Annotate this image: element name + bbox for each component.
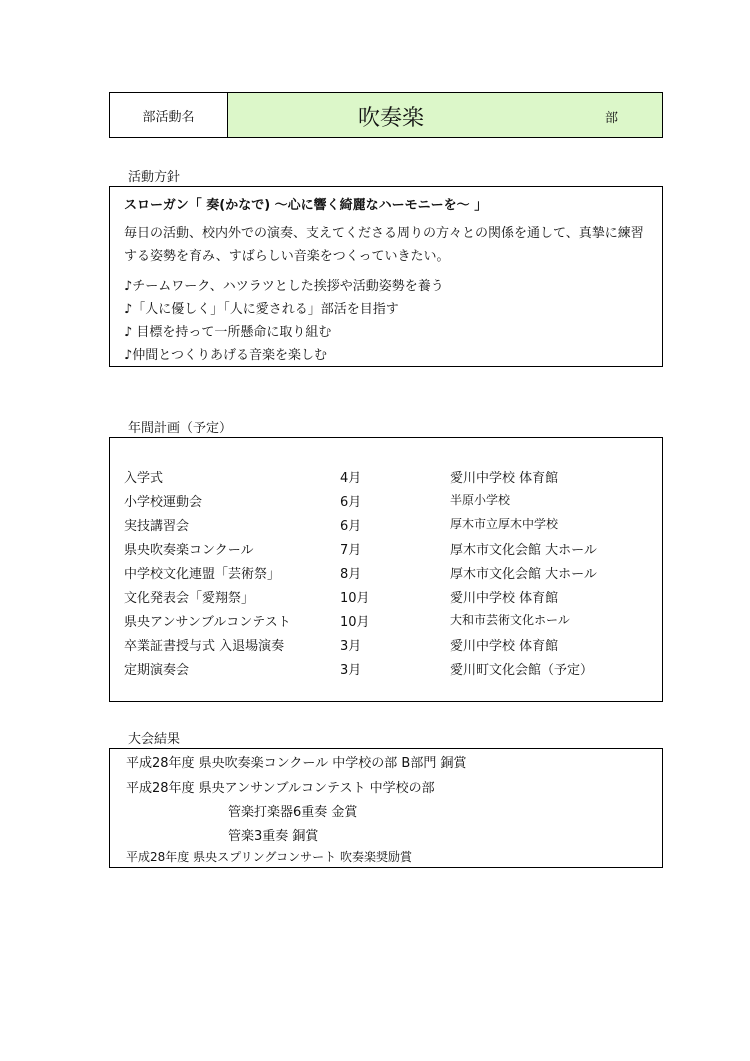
plan-event: 卒業証書授与式 入退場演奏 <box>124 639 285 654</box>
plan-row <box>124 491 654 511</box>
plan-place: 厚木市文化会館 大ホール <box>450 543 597 558</box>
result-line: 平成28年度 県央アンサンブルコンテスト 中学校の部 <box>126 781 435 796</box>
plan-month: 7月 <box>340 543 362 558</box>
goal-item: ♪仲間とつくりあげる音楽を楽しむ <box>124 348 328 363</box>
plan-month: 6月 <box>340 519 362 534</box>
plan-month: 6月 <box>340 495 362 510</box>
plan-place: 厚木市立厚木中学校 <box>450 517 559 531</box>
club-name-header <box>109 92 663 138</box>
plan-section-title: 年間計画（予定） <box>128 421 233 436</box>
plan-event: 実技講習会 <box>124 519 190 534</box>
goal-item: ♪「人に優しく」「人に愛される」部活を目指す <box>124 302 399 317</box>
plan-row <box>124 515 654 535</box>
results-section-title: 大会結果 <box>128 732 181 747</box>
plan-place: 大和市芸術文化ホール <box>450 613 570 627</box>
plan-month: 10月 <box>340 591 370 606</box>
plan-month: 3月 <box>340 639 362 654</box>
plan-month: 3月 <box>340 663 362 678</box>
plan-place: 愛川中学校 体育館 <box>450 471 559 486</box>
plan-event: 小学校運動会 <box>124 495 203 510</box>
goal-item: ♪チームワーク、ハツラツとした挨拶や活動姿勢を養う <box>124 279 444 294</box>
policy-description: 毎日の活動、校内外での演奏、支えてくださる周りの方々との関係を通して、真摯に練習する姿勢を育み、すばらしい音楽をつくっていきたい。 <box>124 226 644 264</box>
goal-item: ♪ 目標を持って一所懸命に取り組む <box>124 325 332 340</box>
plan-row <box>124 563 654 583</box>
plan-row <box>124 635 654 655</box>
plan-row <box>124 467 654 487</box>
club-name-cell <box>228 93 662 137</box>
plan-place: 半原小学校 <box>450 493 511 507</box>
plan-place: 厚木市文化会館 大ホール <box>450 567 597 582</box>
plan-row <box>124 611 654 631</box>
plan-place: 愛川町文化会館（予定） <box>450 663 594 678</box>
plan-place: 愛川中学校 体育館 <box>450 639 559 654</box>
plan-event: 県央アンサンブルコンテスト <box>124 615 291 630</box>
result-line: 平成28年度 県央吹奏楽コンクール 中学校の部 B部門 銅賞 <box>126 756 467 771</box>
club-suffix: 部 <box>604 111 618 126</box>
result-line: 平成28年度 県央スプリングコンサート 吹奏楽奨励賞 <box>126 850 412 864</box>
plan-month: 8月 <box>340 567 362 582</box>
plan-event: 県央吹奏楽コンクール <box>124 543 254 558</box>
plan-row <box>124 539 654 559</box>
plan-event: 入学式 <box>124 471 164 486</box>
plan-month: 10月 <box>340 615 370 630</box>
policy-box <box>109 186 663 367</box>
results-box <box>109 748 663 868</box>
plan-row <box>124 587 654 607</box>
policy-section-title: 活動方針 <box>128 170 181 185</box>
plan-event: 文化発表会「愛翔祭」 <box>124 591 255 606</box>
result-line: 管楽3重奏 銅賞 <box>228 829 319 844</box>
slogan: スローガン「 奏(かなで) ～心に響く綺麗なハーモニーを～ 」 <box>124 198 488 213</box>
plan-row <box>124 659 654 679</box>
result-line: 管楽打楽器6重奏 金賞 <box>228 805 358 820</box>
plan-event: 中学校文化連盟「芸術祭」 <box>124 567 281 582</box>
club-name-label: 部活動名 <box>110 93 228 137</box>
annual-plan-box <box>109 437 663 702</box>
club-name: 吹奏楽 <box>358 106 425 131</box>
plan-place: 愛川中学校 体育館 <box>450 591 559 606</box>
plan-month: 4月 <box>340 471 362 486</box>
plan-event: 定期演奏会 <box>124 663 190 678</box>
